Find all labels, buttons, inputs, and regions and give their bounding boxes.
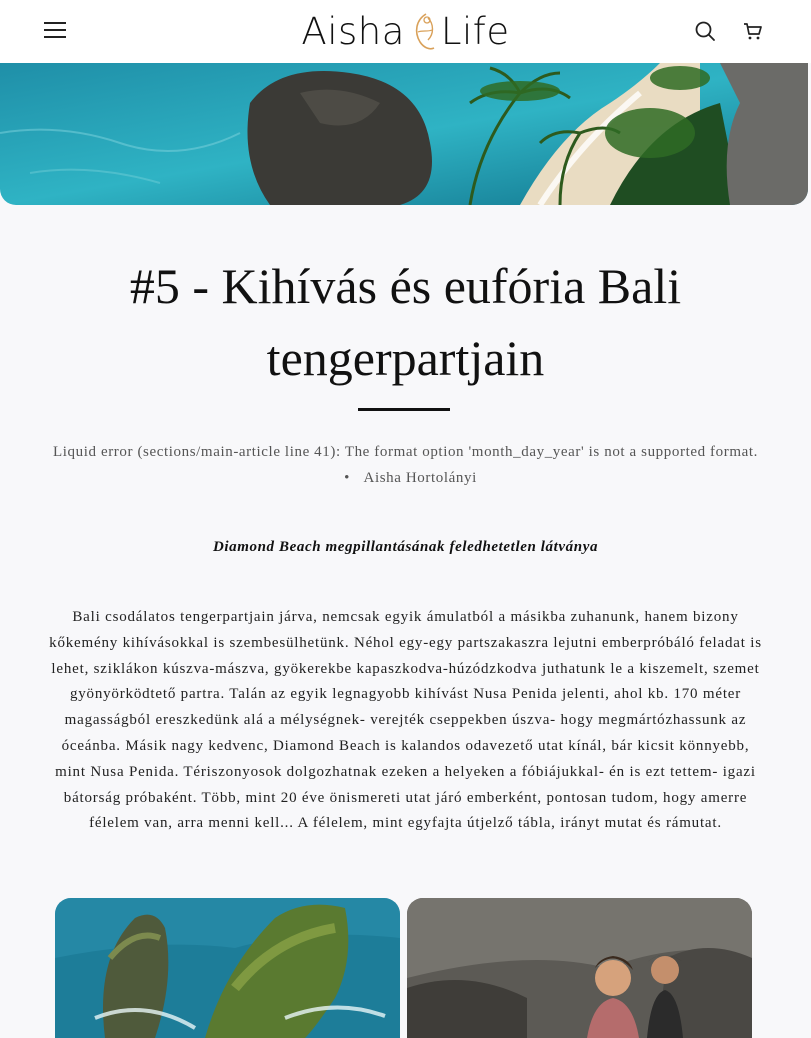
article-subtitle: Diamond Beach megpillantásának feledhetetlen látványa — [212, 539, 599, 555]
meta-separator: • — [344, 470, 350, 486]
hero-image — [0, 63, 808, 205]
cliff-hikers-photo — [407, 898, 752, 1038]
logo-text-left: Aisha — [301, 10, 405, 53]
cart-icon[interactable] — [741, 19, 765, 43]
kelingking-beach-photo — [55, 898, 400, 1038]
site-logo[interactable] — [301, 10, 509, 54]
author-name: Aisha Hortolányi — [363, 470, 477, 486]
meta-error-text: Liquid error (sections/main-article line 41): The format option 'month_day_year' is not a supported format. — [53, 444, 758, 460]
search-icon[interactable] — [693, 19, 717, 43]
logo-text-right: Life — [440, 10, 510, 53]
article-title: #5 - Kihívás és eufória Bali tengerpartjain — [129, 258, 682, 386]
article-meta — [40, 439, 771, 491]
logo-figure-icon — [406, 10, 440, 54]
site-header — [0, 0, 811, 63]
hamburger-menu-icon[interactable] — [44, 22, 66, 40]
title-divider — [358, 408, 450, 411]
article-body: Bali csodálatos tengerpartjain járva, nemcsak egyik ámulatból a másikba zuhanunk, hanem bizony kőkemény kihívásokkal is szembesülhetünk. Néhol egy-egy partszakaszra lejutni emberpróbáló feladat is lehet, sziklákon kúszva-mászva, gyökerekbe kapaszkodva-húzódzkodva juthatunk le a kiszemelt, szemet gyönyörködtető partra. Talán az egyik legnagyobb kihívást Nusa Penida jelenti, ahol kb. 170 méter magasságból ereszkedünk alá a mélységnek- verejték cseppekben úszva- hogy megmártózhassunk az óceánba. Másik nagy kedvenc, Diamond Beach is kalandos odavezető utat kínál, bár kicsit könnyebb, mint Nusa Penida. Tériszonyosok dolgozhatnak ezeken a helyeken a fóbiájukkal- én is ezt tettem- igazi bátorság próbaként. Több, mint 20 éve önismereti utat járó emberként, pontosan tudom, hogy amerre félelem van, arra menni kell... A félelem, mint egyfajta útjelző tábla, irányt mutat és rámutat. — [49, 609, 762, 832]
